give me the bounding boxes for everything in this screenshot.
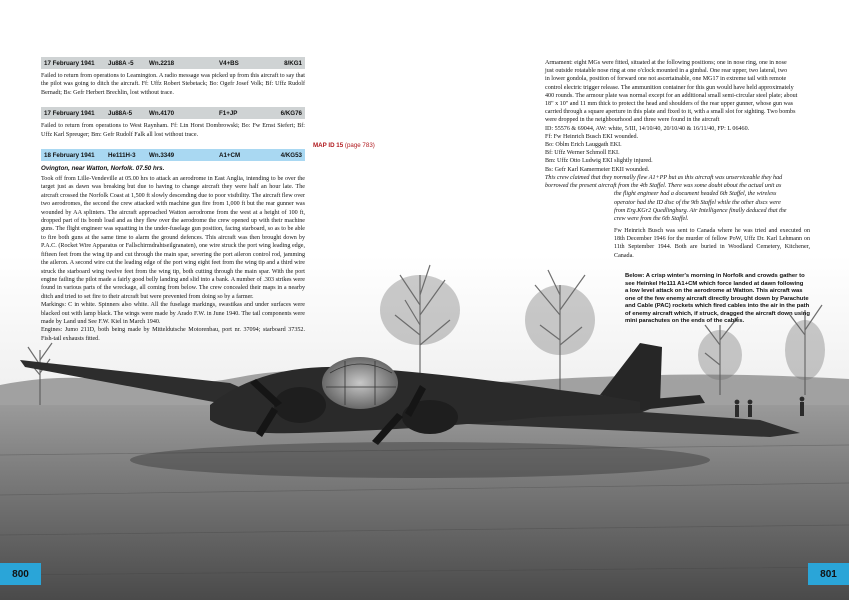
entry-werknummer: Wn.4170 [149, 109, 175, 117]
map-id-label: MAP ID 15 [313, 142, 344, 149]
crew-note [545, 174, 810, 223]
entry-aircraft-type: Ju88A-5 [108, 109, 133, 117]
entry-code: V4+BS [219, 59, 239, 67]
note-line: borrowed the present aircraft from the 4th Staffel. There was some doubt about the actual unit as [545, 183, 782, 190]
crew-line: Bm: Uffz Otto Ludwig EKI slightly injured. [545, 158, 653, 165]
entry-code: A1+CM [219, 151, 241, 159]
armament-line: 400 rounds. The armour plate was normal except for an additional small semi-circular steel plate; about [545, 92, 798, 99]
page-number-left: 800 [0, 563, 41, 585]
note-line: This crew claimed that they normally flew A1+PP but as this aircraft was unserviceable they had [545, 175, 783, 181]
caption-line: and Cable (PAC) rockets which fired cables into the air in the path [625, 303, 810, 309]
entry-werknummer: Wn.2218 [149, 59, 175, 67]
caption-line: of enemy aircraft which, if struck, dragged the aircraft down using [625, 310, 810, 317]
note-text: operator had the ID disc of the 9th Staffel while the other discs were [614, 199, 781, 206]
armament-line: carried through a square aperture in this plate and fixed to it, with a small slot for sighting. Two bombs [545, 109, 796, 116]
crew-line: Bf: Uffz Werner Schmoll EKI. [545, 150, 620, 157]
entry-markings: Markings: C in white. Spinners also white. All the fuselage markings, swastikas and under surfaces were blacked out with lamp black. The wings were made by Arado F.W. in June 1940. The tail components were made by Land und See F.W. Kiel in March 1940. [41, 302, 305, 325]
entry-date: 17 February 1941 [44, 109, 95, 117]
entry-narrative: Took off from Lille-Vendeville at 05.00 hrs to attack an aerodrome in East Anglia, intending to be over the target just as dawn was breaking but due to having to change aircraft they were half an hour late. The aircraft crossed the Norfolk Coast at 1,500 ft slowly descending due to poor visibility. The aircraft flew over two aerodromes, the second the crew attacked with machine gun fire from 1,000 ft but the rear gunner was wounded by AA splinters. The aircraft approached Watton aerodrome from the west at a height of 100 ft, dropped part of its bomb load and as they flew over the aerodrome the crew opened up with their machine guns. The flight engineer was squatting in the under-fuselage gun position, facing starboard, so as to be able to fire both guns at the same time to alarm the ground defences. This aircraft was then brought down by P.A.C. (Rocket Wire Apparatus or Fallschirmdrahtseilgranaten), one wire struck the port wing leading edge, fifteen feet from the wing tip and cut through the main spar, severing the port aileron control rod, jamming the aileron. A second wire cut the leading edge of the port wing eight feet from the wing tip and a third wire struck the starboard wing twelve feet from the wing tip, both cutting through the main spar. With the port engine failing the pilot made a fairly good belly landing and slid into a bank. A number of .303 strikes were found in various parts of the wreckage, all coming from below. The crew concealed their maps in a nearby ditch and tried to set fire to their aircraft but were prevented from doing so by a farmer. [41, 176, 305, 300]
entry-aircraft-type: He111H-3 [108, 151, 136, 159]
map-page-ref: (page 783) [344, 142, 375, 149]
note-line [545, 190, 810, 198]
caption-line: mini parachutes on the ends of the cables. [625, 318, 745, 324]
entry-unit: 4/KG53 [280, 151, 302, 159]
left-column [41, 57, 305, 343]
note-text: the flight engineer had a document headed 6th Staffel, the wireless [614, 191, 777, 198]
id-line: ID: 55576 & 69044, AW: white, 5/III, 14/10/40, 20/10/40 & 16/11/40, FP: L 06460. [545, 125, 750, 132]
armament-line: Armament: eight MGs were fitted, situated at the following positions; one in nose ring, one in nose [545, 60, 787, 66]
crash-location: Ovington, near Watton, Norfolk. 07.50 hrs. [41, 165, 165, 173]
crew-line: Ff: Fw Heinrich Busch EKI wounded. [545, 133, 639, 140]
note-line [545, 207, 810, 215]
note-line [545, 215, 810, 223]
note-text: crew were from the 6th Staffel. [614, 216, 689, 223]
entry-text: Failed to return from operations to West Raynham. Ff: Ltn Horst Dombrowski; Bo: Fw Ernst Siefert; Bf: Uffz Karl Spreuger; Bm: Gefr Rudolf Falk all lost without trace. [41, 123, 305, 138]
armament-line: 18" x 10" and 11 mm thick to protect the head and shoulders of the rear upper gunner, whose gun was [545, 101, 794, 108]
entry-text: Failed to return from operations to Leamington. A radio message was picked up from this aircraft to say that the pilot was going to ditch the aircraft. Ff: Uffz Robert Stebetack; Bo: Ogefr Josef Volk; Bf: Uffz Rudolf Bernadt; Bs: Gefr Herbert Brechlin, lost without trace. [41, 73, 305, 96]
crew-line: Bo: Oblm Erich Lauggath EKI. [545, 142, 622, 149]
map-reference-link[interactable] [313, 142, 375, 149]
caption-line: Below: A crisp winter's morning in Norfolk and crowds gather to [625, 273, 805, 279]
note-line [545, 199, 810, 207]
caption-line: see Heinkel He111 A1+CM which force landed at dawn following [625, 280, 804, 287]
caption-line: one of the few enemy aircraft directly brought down by Parachute [625, 295, 809, 302]
page-number-right: 801 [808, 563, 849, 585]
entry-date: 17 February 1941 [44, 59, 95, 67]
loss-entry-header [41, 107, 305, 119]
entry-engines: Engines: Jumo 211D, both being made by Mitteldutsche Motorenbau, port nr. 37094; starboard 37352. Fish-tail exhausts fitted. [41, 327, 305, 342]
entry-code: F1+JP [219, 109, 238, 117]
note-text: from Erg.KGr2 Quedlingburg. Air Intelligence finally deduced that the [614, 207, 787, 214]
loss-entry-header-highlighted [41, 149, 305, 161]
entry-date: 18 February 1941 [44, 151, 95, 159]
armament-line: were dropped in the neighbourhood and three were found in the aircraft [545, 117, 720, 124]
armament-line: in lower gondola, position of forward one not ascertainable, one MG17 in extreme tail with remote [545, 76, 787, 83]
armament-line: just outside rotatable nose ring at one o'clock mounted in a gimbal. One rear upper, two lateral, two [545, 68, 788, 75]
entry-werknummer: Wn.3349 [149, 151, 175, 159]
entry-unit: 6/KG76 [280, 109, 302, 117]
crew-line: Bs: Gefr Karl Kamermeier EKII wounded. [545, 166, 650, 173]
caption-line: a low level attack on the aerodrome at Watton. This aircraft was [625, 288, 803, 294]
loss-entry-header [41, 57, 305, 69]
entry-aircraft-type: Ju88A -5 [108, 59, 134, 67]
armament-line: control electric trigger release. The ammunition container for this gun would have held approximately [545, 84, 794, 91]
right-column [545, 59, 810, 174]
entry-unit: 8/KG1 [284, 59, 302, 67]
photo-caption [625, 273, 815, 326]
busch-fate-paragraph: Fw Heinrich Busch was sent to Canada where he was tried and executed on 18th December 1946 for the murder of fellow PoW, Uffz Dr. Karl Lehmann on 11th September 1944. Both are buried in Woodland Cemetery, Kitchener, Canada. [614, 228, 810, 259]
